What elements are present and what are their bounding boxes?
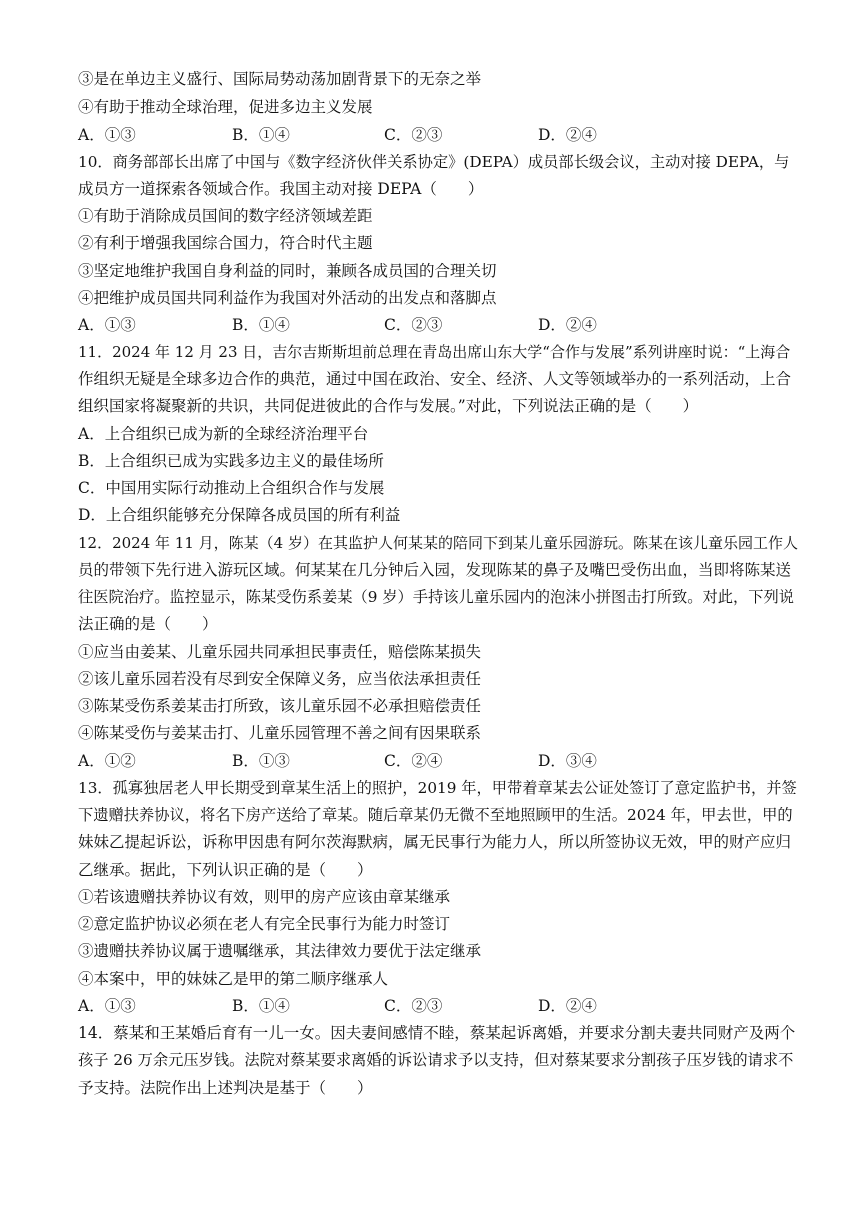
q11-stem-line-1: 11．2024 年 12 月 23 日，吉尔吉斯斯坦前总理在青岛出席山东大学“合作与发展”系列讲座时说：“上海合: [78, 343, 791, 361]
q12-stem-line-4: 法正确的是（ ）: [78, 615, 218, 633]
q10-statement-3: ③坚定地维护我国自身利益的同时，兼顾各成员国的合理关切: [78, 262, 497, 280]
q12-stem-line-2: 员的带领下先行进入游玩区域。何某某在几分钟后入园，发现陈某的鼻子及嘴巴受伤出血，当即将陈某送: [78, 561, 792, 579]
q11-stem-line-3: 组织国家将凝聚新的共识，共同促进彼此的合作与发展。”对此，下列说法正确的是（ ）: [78, 397, 699, 415]
q12-option-d: D．③④: [538, 752, 597, 770]
q13-option-d: D．②④: [538, 997, 597, 1015]
q14-stem-line-3: 予支持。法院作出上述判决是基于（ ）: [78, 1079, 373, 1097]
q13-option-b: B．①④: [232, 997, 290, 1015]
q13-stem-line-3: 妹妹乙提起诉讼，诉称甲因患有阿尔茨海默病，属无民事行为能力人，所以所签协议无效，甲的财产应归: [78, 833, 792, 851]
q9-statement-4: ④有助于推动全球治理，促进多边主义发展: [78, 98, 373, 116]
q12-option-a: A．①②: [78, 752, 136, 770]
q14-stem-line-2: 孩子 26 万余元压岁钱。法院对蔡某要求离婚的诉讼请求予以支持，但对蔡某要求分割孩子压岁钱的请求不: [78, 1051, 794, 1069]
q10-statement-2: ②有利于增强我国综合国力，符合时代主题: [78, 234, 373, 252]
q10-stem-line-2: 成员方一道探索各领域合作。我国主动对接 DEPA（ ）: [78, 180, 484, 198]
q9-options: [78, 124, 798, 146]
q12-stem-line-1: 12．2024 年 11 月，陈某（4 岁）在其监护人何某某的陪同下到某儿童乐园游玩。陈某在该儿童乐园工作人: [78, 534, 798, 552]
q12-option-b: B．①③: [232, 752, 290, 770]
q10-option-b: B．①④: [232, 316, 290, 334]
q12-statement-4: ④陈某受伤与姜某击打、儿童乐园管理不善之间有因果联系: [78, 724, 482, 742]
q10-options: [78, 314, 798, 336]
q12-options: [78, 750, 798, 772]
q13-option-a: A．①③: [78, 997, 136, 1015]
q11-stem-line-2: 作组织无疑是全球多边合作的典范，通过中国在政治、安全、经济、人文等领域举办的一系列活动，上合: [78, 370, 792, 388]
q11-choice-b: B．上合组织已成为实践多边主义的最佳场所: [78, 452, 384, 470]
q13-stem-line-1: 13．孤寡独居老人甲长期受到章某生活上的照护，2019 年，甲带着章某去公证处签订了意定监护书，并签: [78, 779, 797, 797]
q13-statement-4: ④本案中，甲的妹妹乙是甲的第二顺序继承人: [78, 970, 389, 988]
q9-option-a: A．①③: [78, 126, 136, 144]
q9-option-c: C．②③: [384, 126, 443, 144]
q13-option-c: C．②③: [384, 997, 443, 1015]
q12-option-c: C．②④: [384, 752, 443, 770]
q12-statement-3: ③陈某受伤系姜某击打所致，该儿童乐园不必承担赔偿责任: [78, 697, 482, 715]
q13-options: [78, 995, 798, 1017]
q10-option-c: C．②③: [384, 316, 443, 334]
q13-statement-1: ①若该遗赠扶养协议有效，则甲的房产应该由章某继承: [78, 888, 451, 906]
q13-statement-3: ③遗赠扶养协议属于遗嘱继承，其法律效力要优于法定继承: [78, 942, 482, 960]
q11-choice-d: D．上合组织能够充分保障各成员国的所有利益: [78, 506, 401, 524]
q13-statement-2: ②意定监护协议必须在老人有完全民事行为能力时签订: [78, 915, 451, 933]
q10-statement-1: ①有助于消除成员国间的数字经济领域差距: [78, 207, 373, 225]
q10-statement-4: ④把维护成员国共同利益作为我国对外活动的出发点和落脚点: [78, 289, 497, 307]
q9-option-b: B．①④: [232, 126, 290, 144]
q10-option-d: D．②④: [538, 316, 597, 334]
q11-choice-a: A．上合组织已成为新的全球经济治理平台: [78, 425, 369, 443]
q10-option-a: A．①③: [78, 316, 136, 334]
q13-stem-line-4: 乙继承。据此，下列认识正确的是（ ）: [78, 861, 373, 879]
q9-option-d: D．②④: [538, 126, 597, 144]
q12-statement-2: ②该儿童乐园若没有尽到安全保障义务，应当依法承担责任: [78, 670, 482, 688]
q14-stem-line-1: 14．蔡某和王某婚后育有一儿一女。因夫妻间感情不睦，蔡某起诉离婚，并要求分割夫妻共同财产及两个: [78, 1024, 796, 1042]
q11-choice-c: C．中国用实际行动推动上合组织合作与发展: [78, 479, 385, 497]
q12-statement-1: ①应当由姜某、儿童乐园共同承担民事责任，赔偿陈某损失: [78, 643, 482, 661]
q13-stem-line-2: 下遗赠扶养协议，将名下房产送给了章某。随后章某仍无微不至地照顾甲的生活。2024 年，甲去世，甲的: [78, 806, 793, 824]
q10-stem-line-1: 10．商务部部长出席了中国与《数字经济伙伴关系协定》(DEPA）成员部长级会议，主动对接 DEPA，与: [78, 153, 790, 171]
q9-statement-3: ③是在单边主义盛行、国际局势动荡加剧背景下的无奈之举: [78, 70, 482, 88]
q12-stem-line-3: 往医院治疗。监控显示，陈某受伤系姜某（9 岁）手持该儿童乐园内的泡沫小拼图击打所致。对此，下列说: [78, 588, 795, 606]
